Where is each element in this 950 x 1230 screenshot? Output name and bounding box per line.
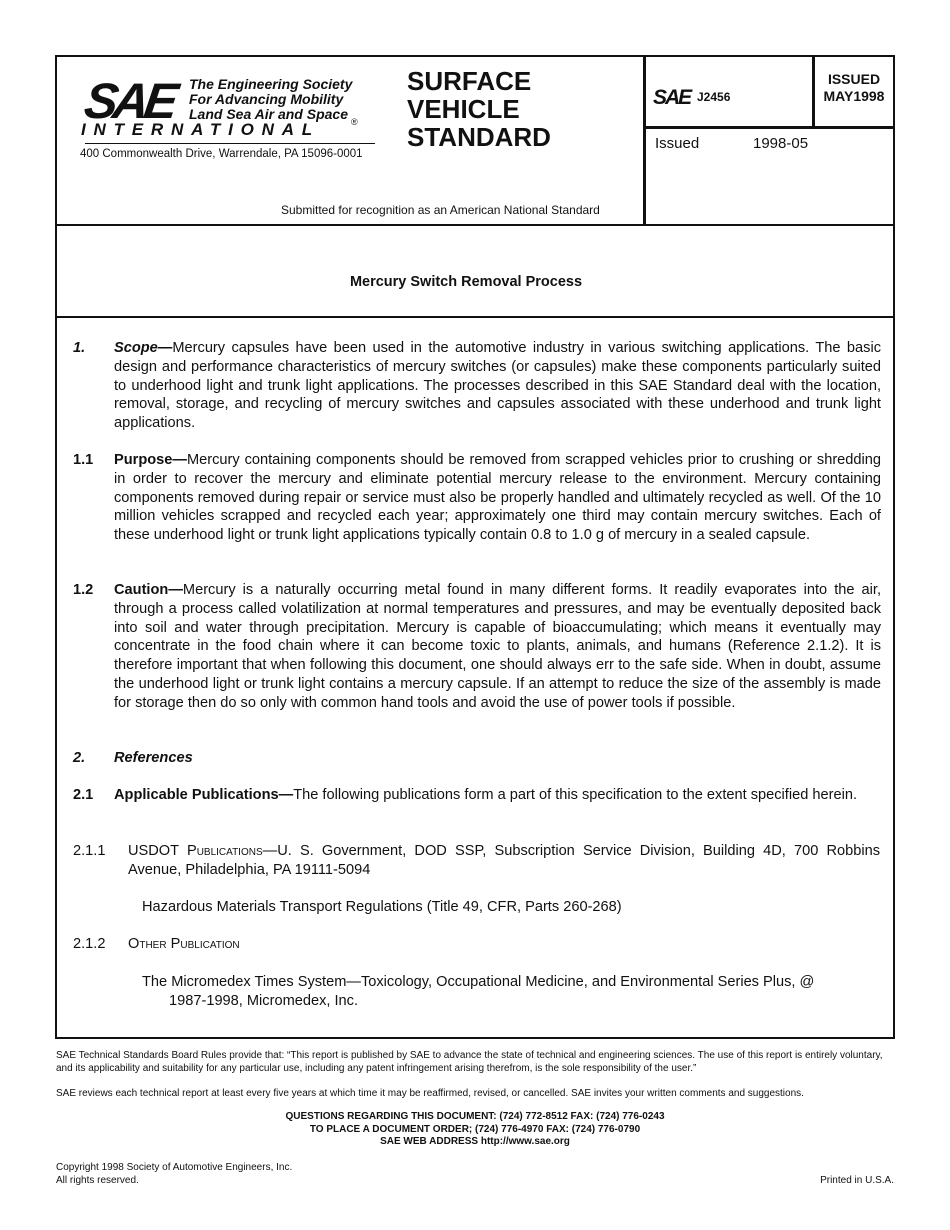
document-type-line: VEHICLE — [407, 94, 520, 124]
sae-tagline — [189, 77, 352, 122]
section-text — [114, 451, 881, 545]
section-body: Mercury capsules have been used in the automotive industry in various switching applications. The basic design and performance characteristics of mercury switches (or capsules) make these components particularly suited to underhood light and trunk light applications. The processes described in this SAE Standard deal with the location, removal, storage, and recycling of mercury switches and capsules associated with these underhood and trunk light applications. — [114, 340, 881, 432]
sae-small-logo: SAE — [653, 86, 691, 109]
section-number: 2. — [73, 750, 86, 766]
footer-printed: Printed in U.S.A. — [820, 1175, 894, 1186]
copyright-line: Copyright 1998 Society of Automotive Engineers, Inc. — [56, 1162, 293, 1173]
registered-mark: ® — [351, 117, 358, 127]
footer-contacts — [0, 1111, 950, 1149]
divider — [643, 126, 893, 129]
section-text — [114, 339, 881, 433]
section-text — [114, 581, 881, 713]
section-body: The following publications form a part of this specification to the extent specified herein. — [293, 787, 858, 803]
issued-tag-line: ISSUED — [827, 71, 881, 87]
section-heading: Applicable Publications— — [114, 787, 294, 803]
reference-line: 1987-1998, Micromedex, Inc. — [169, 992, 359, 1009]
section-heading: Scope— — [114, 340, 173, 356]
divider — [643, 57, 646, 224]
sae-international: INTERNATIONAL — [81, 120, 320, 139]
section-body: Mercury containing components should be removed from scrapped vehicles prior to crushing or shredding in order to recover the mercury and eliminate potential mercury release to the environment. Mercury containing components removed during repair or service must also be properly handled and ultimately recycled as well. Of the 10 million vehicles scrapped and recycled each year; approximately one third may contain mercury switches. Each of these underhood light or trunk light applications typically contain 0.8 to 1.0 g of mercury in a sealed capsule. — [114, 452, 881, 544]
footer-web-address: SAE WEB ADDRESS http://www.sae.org — [380, 1136, 570, 1147]
section-heading: Purpose— — [114, 452, 187, 468]
section-heading: References — [114, 750, 193, 766]
logo-rule — [85, 143, 375, 144]
document-type-line: SURFACE — [407, 66, 532, 96]
footer-questions: QUESTIONS REGARDING THIS DOCUMENT: (724) 772-8512 FAX: (724) 776-0243 — [285, 1111, 665, 1122]
reference-line: The Micromedex Times System—Toxicology, Occupational Medicine, and Environmental Series Plus, @ — [142, 974, 815, 990]
section-heading: Other Publication — [128, 936, 240, 952]
issued-tag-line: MAY1998 — [823, 88, 885, 104]
document-frame — [55, 55, 895, 1039]
document-type-line: STANDARD — [407, 122, 551, 152]
section-text — [128, 842, 880, 880]
section-number: 1.2 — [73, 582, 94, 598]
document-title: Mercury Switch Removal Process — [349, 274, 583, 290]
section-heading: USDOT Publications — [128, 843, 263, 859]
issued-date: 1998-05 — [753, 135, 809, 152]
section-heading: Caution— — [114, 582, 183, 598]
tagline-line: Land Sea Air and Space — [189, 106, 348, 122]
issued-row — [655, 135, 808, 152]
tagline-line: The Engineering Society — [189, 76, 353, 92]
section-body: —U. S. Government, DOD SSP, Subscription Service Division, Building 4D, 700 Robbins Avenue, Philadelphia, PA 19111-5094 — [128, 843, 880, 878]
document-header — [57, 57, 893, 226]
reference-text — [142, 973, 880, 1011]
footer-review: SAE reviews each technical report at least every five years at which time it may be reaffirmed, revised, or cancelled. SAE invites your written comments and suggestions. — [56, 1088, 804, 1099]
section-body: Mercury is a naturally occurring metal found in many different forms. It readily evaporates into the air, through a process called volatilization at normal temperatures and pressures, and may be eventually deposited back into soil and water through precipitation. Mercury is capable of bioaccumulating; which means it eventually may concentrate in the food chain where it can become toxic to plants, animals, and humans (Reference 2.1.2). It is therefore important that when following this document, one should always err to the safe side. When in doubt, assume the underhood light or trunk light contains a mercury capsule. If an attempt to reduce the size of the assembly is made for storage then do so only with common hand tools and avoid the use of power tools if possible. — [114, 582, 881, 711]
ansi-recognition-note: Submitted for recognition as an American National Standard — [281, 203, 600, 217]
rights-line: All rights reserved. — [56, 1174, 139, 1186]
section-number: 1.1 — [73, 452, 94, 468]
section-text — [114, 786, 881, 805]
footer-order: TO PLACE A DOCUMENT ORDER; (724) 776-4970 FAX: (724) 776-0790 — [309, 1123, 641, 1135]
section-number: 2.1.1 — [73, 843, 106, 859]
sae-logo-mark: SAE — [81, 73, 177, 129]
sae-address: 400 Commonwealth Drive, Warrendale, PA 15096-0001 — [80, 148, 363, 160]
title-box — [57, 226, 893, 318]
document-number: J2456 — [697, 90, 731, 104]
footer-rules: SAE Technical Standards Board Rules provide that: “This report is published by SAE to advance the state of technical and engineering sciences. The use of this report is entirely voluntary, and its applicability and suitability for any particular use, including any patent infringement arising therefrom, is the sole responsibility of the user.” — [56, 1050, 883, 1074]
section-number: 2.1.2 — [73, 936, 106, 952]
issued-tag — [817, 71, 891, 105]
section-number: 2.1 — [73, 787, 94, 803]
divider — [812, 57, 815, 127]
document-type — [407, 67, 551, 151]
section-number: 1. — [73, 340, 86, 356]
tagline-line: For Advancing Mobility — [189, 91, 344, 107]
issued-label: Issued — [655, 135, 700, 152]
reference-text: Hazardous Materials Transport Regulations (Title 49, CFR, Parts 260-268) — [142, 899, 622, 915]
